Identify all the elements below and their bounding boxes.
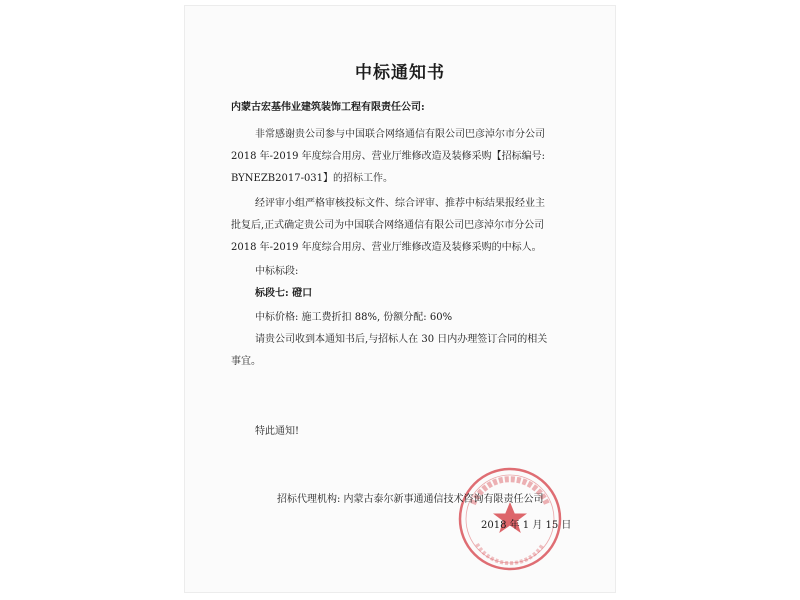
para1-line1: 非常感谢贵公司参与中国联合网络通信有限公司巴彦淖尔市分公司: [255, 129, 545, 140]
notice-page: [185, 6, 615, 592]
addressee: 内蒙古宏基伟业建筑装饰工程有限责任公司:: [231, 102, 425, 113]
document-title: 中标通知书: [355, 63, 445, 83]
section-value: 标段七: 磴口: [255, 288, 313, 299]
para2-line3: 2018 年-2019 年度综合用房、营业厅维修改造及装修采购的中标人。: [231, 242, 542, 253]
price-line: 中标价格: 施工费折扣 88%, 份额分配: 60%: [255, 312, 453, 323]
para2-line2: 批复后,正式确定贵公司为中国联合网络通信有限公司巴彦淖尔市分公司: [231, 220, 545, 231]
closing-text: 特此通知!: [255, 426, 300, 437]
para1-line3: BYNEZB2017-031】的招标工作。: [231, 173, 394, 184]
section-label: 中标标段:: [255, 266, 299, 277]
para1-line2: 2018 年-2019 年度综合用房、营业厅维修改造及装修采购【招标编号:: [231, 151, 546, 162]
para3-line1: 请贵公司收到本通知书后,与招标人在 30 日内办理签订合同的相关: [255, 334, 548, 345]
agency-line: 招标代理机构: 内蒙古泰尔新事通通信技术咨询有限责任公司: [277, 494, 544, 505]
para2-line1: 经评审小组严格审核投标文件、综合评审、推荐中标结果报经业主: [255, 198, 545, 209]
issue-date: 2018 年 1 月 15 日: [481, 520, 572, 531]
company-seal: [455, 464, 565, 574]
para3-line2: 事宜。: [231, 356, 261, 367]
